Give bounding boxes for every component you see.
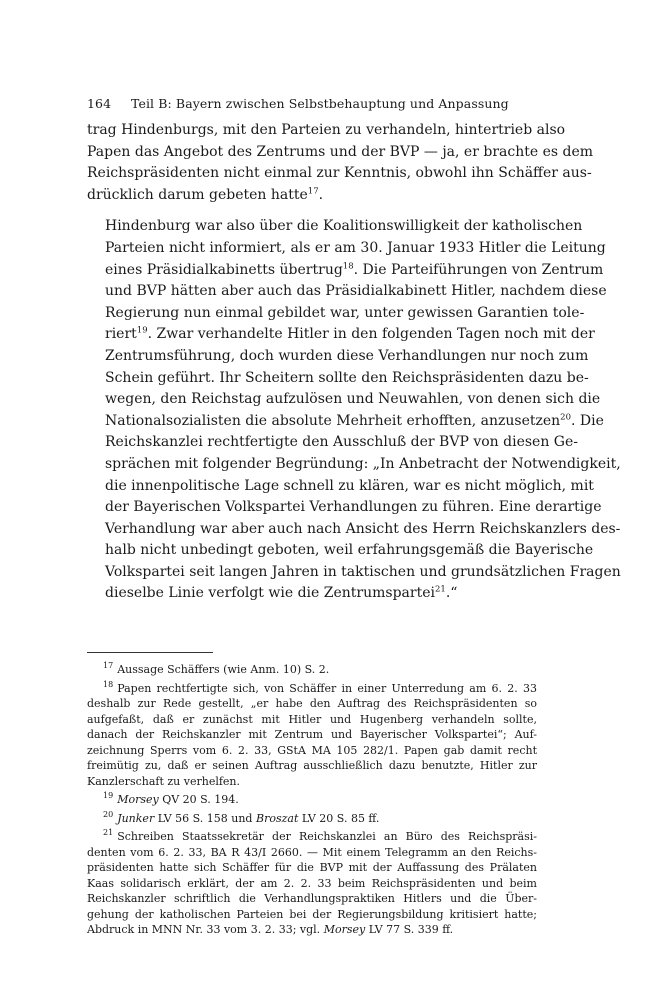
text-line: Nationalsozialisten die absolute Mehrheit erhofften, anzusetzen$^{20}$. Die [105, 412, 604, 429]
footnote-ref[interactable]: 18 [342, 260, 354, 271]
text-line: drücklich darum gebeten hatte$^{17}$. [87, 186, 324, 203]
footnote-line: deshalb zur Rede gestellt, „er habe den Auftrag des Reichspräsidenten so [87, 697, 537, 710]
footnote-line: $^{18}$ Papen rechtfertigte sich, von Schäffer in einer Unterredung am 6. 2. 33 [103, 679, 537, 695]
running-head [87, 96, 507, 111]
footnote-21 [87, 829, 537, 938]
text-line: Regierung nun einmal gebildet war, unter gewissen Garantien tole- [105, 304, 585, 321]
footnote-line: denten vom 6. 2. 33, BA R 43/I 2660. — Mit einem Telegramm an den Reichs- [87, 845, 537, 859]
footnote-line: $^{19}$ Morsey QV 20 S. 194. [103, 791, 239, 806]
text-line: trag Hindenburgs, mit den Parteien zu verhandeln, hintertrieb also [87, 122, 566, 138]
footnote-line: Kanzlerschaft zu verhelfen. [87, 774, 241, 788]
text-line: Volkspartei seit langen Jahren in taktischen und grundsätzlichen Fragen [105, 563, 621, 580]
text-line: Reichspräsidenten nicht einmal zur Kenntnis, obwohl ihn Schäffer aus- [87, 165, 592, 182]
text-line: Parteien nicht informiert, als er am 30. Januar 1933 Hitler die Leitung [105, 239, 606, 256]
footnote-18 [87, 681, 537, 790]
footnote-ref[interactable]: 20 [560, 412, 571, 423]
text-line: die innenpolitische Lage schnell zu klären, war es nicht möglich, mit [105, 477, 594, 494]
footnote-line: Abdruck in MNN Nr. 33 vom 3. 2. 33; vgl. Morsey LV 77 S. 339 ff. [87, 923, 454, 936]
text-line: dieselbe Linie verfolgt wie die Zentrumspartei$^{21}$.“ [105, 584, 458, 602]
text-line: Papen das Angebot des Zentrums und der BVP — ja, er brachte es dem [87, 143, 594, 160]
footnote-number: 21 [103, 828, 114, 838]
footnote-17 [87, 662, 537, 678]
text-line: Reichskanzlei rechtfertigte den Ausschluß der BVP von diesen Ge- [105, 434, 578, 451]
footnote-20 [87, 811, 537, 827]
text-line: wegen, den Reichstag aufzulösen und Neuwahlen, von denen sich die [105, 391, 601, 408]
footnote-line: danach der Reichskanzler mit Zentrum und Bayerischer Volkspartei“; Auf- [87, 728, 537, 741]
paragraph-1 [87, 120, 594, 206]
footnote-number: 17 [103, 661, 114, 671]
text-line: Zentrumsführung, doch wurden diese Verhandlungen nur noch zum [105, 347, 589, 364]
footnote-ref[interactable]: 19 [136, 325, 148, 336]
paragraph-2 [87, 216, 621, 605]
footnote-line: zeichnung Sperrs vom 6. 2. 33, GStA MA 105 282/1. Papen gab damit recht [87, 743, 537, 757]
footnote-line: $^{21}$ Schreiben Staatssekretär der Reichskanzlei an Büro des Reichspräsi- [103, 828, 537, 843]
footnote-line: $^{20}$ Junker LV 56 S. 158 und Broszat LV 20 S. 85 ff. [103, 809, 380, 825]
text-line: der Bayerischen Volkspartei Verhandlungen zu führen. Eine derartige [105, 499, 602, 516]
text-line: Schein geführt. Ihr Scheitern sollte den Reichspräsidenten dazu be- [105, 369, 589, 386]
text-line: eines Präsidialkabinetts übertrug$^{18}$. Die Parteiführungen von Zentrum [105, 260, 604, 278]
footnote-number: 19 [103, 791, 114, 801]
footnote-ref[interactable]: 17 [307, 186, 319, 197]
body-text [87, 120, 621, 605]
text-line: und BVP hätten aber auch das Präsidialkabinett Hitler, nachdem diese [105, 283, 607, 300]
footnote-line: präsidenten hatte sich Schäffer für die BVP mit der Auffassung des Prälaten [87, 861, 537, 874]
footnote-line: Reichskanzler schriftlich die Verhandlungspraktiken Hitlers und die Über- [87, 892, 537, 905]
page-number: 164 [87, 96, 112, 111]
footnote-19 [87, 792, 537, 808]
text-line: sprächen mit folgender Begründung: „In Anbetracht der Notwendigkeit, [105, 455, 621, 472]
footnotes [87, 662, 537, 941]
text-line: halb nicht unbedingt geboten, weil erfahrungsgemäß die Bayerische [105, 542, 594, 559]
footnote-rule [87, 652, 213, 653]
footnote-line: $^{17}$ Aussage Schäffers (wie Anm. 10) S. 2. [103, 661, 330, 676]
running-head-title: Teil B: Bayern zwischen Selbstbehauptung und Anpassung [131, 96, 509, 111]
footnote-number: 18 [103, 679, 114, 689]
footnote-line: gehung der katholischen Parteien bei der Regierungsbildung kritisiert hatte; [87, 907, 537, 921]
text-line: Verhandlung war aber auch nach Ansicht des Herrn Reichskanzlers des- [105, 520, 621, 537]
text-line: riert$^{19}$. Zwar verhandelte Hitler in den folgenden Tagen noch mit der [105, 325, 595, 343]
footnote-number: 20 [103, 809, 114, 819]
footnote-ref[interactable]: 21 [434, 584, 446, 595]
footnote-line: aufgefaßt, daß er zunächst mit Hitler und Hugenberg verhandeln sollte, [87, 712, 537, 726]
footnote-line: Kaas solidarisch erklärt, der am 2. 2. 33 beim Reichspräsidenten und beim [87, 876, 537, 890]
text-line: Hindenburg war also über die Koalitionswilligkeit der katholischen [105, 218, 583, 235]
footnote-line: freimütig zu, daß er seinen Auftrag ausschließlich dazu benutzte, Hitler zur [87, 759, 537, 772]
